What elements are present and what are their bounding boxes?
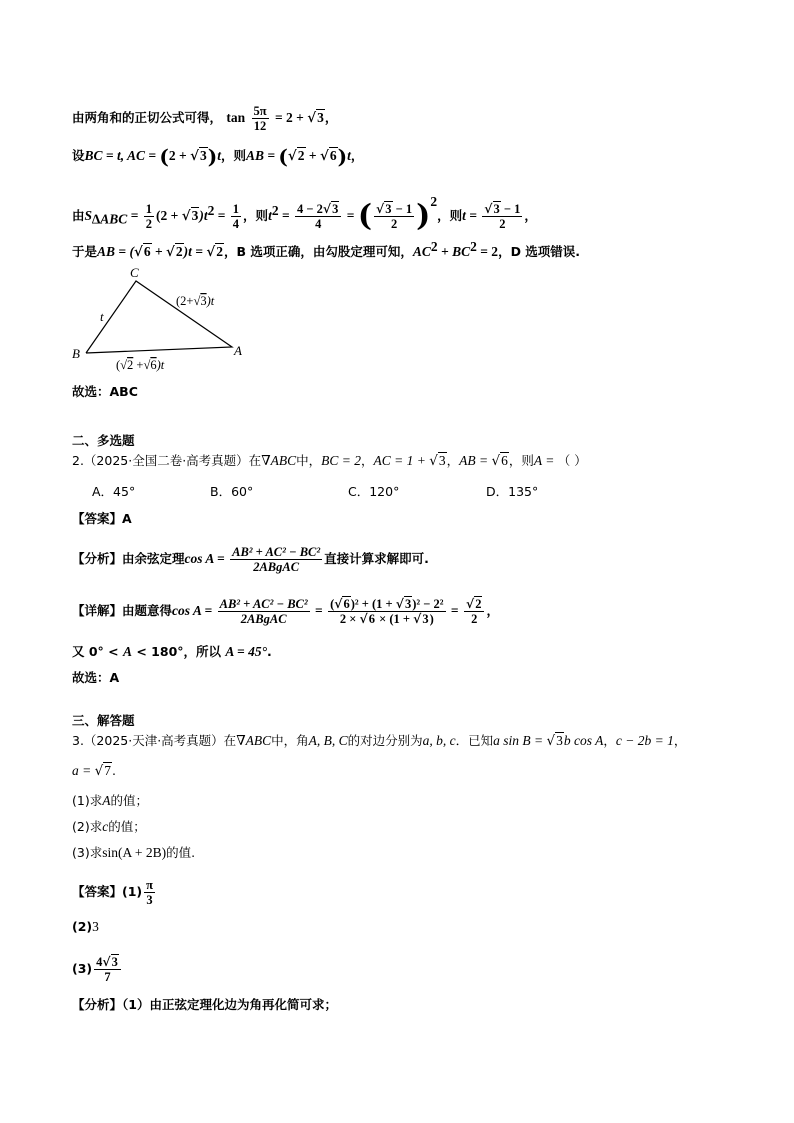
vertex-b: B: [72, 346, 80, 361]
part-3: (3)求sin(A + 2B)的值.: [72, 845, 196, 860]
part-2: (2)求c的值；: [72, 819, 146, 834]
option-d: D．135°: [486, 484, 539, 499]
question-3: 3.（2025·天津·高考真题）在∇ABC中，角A, B, C的对边分别为a, b, c．已知a sin B = √3b cos A，c − 2b = 1，: [72, 733, 687, 749]
answer-3-part-3: (3) $\frac{4√3}{7}$: [72, 955, 123, 984]
answer-a: 故选：A: [72, 670, 120, 685]
option-a: A．45°: [92, 484, 136, 499]
side-bc-label: t: [100, 309, 104, 324]
detail-2: 【详解】由题意得cos A = $\frac{\text{AB² + AC² − BC²}}{\text{2ABgAC}}$ = $\frac{\text{(√6)² + (1 + √3)² − 2²}}{2 \times √6 \times (1 + √3)}$ = $\frac{√2}{2}$ ，: [72, 596, 499, 626]
section-free-response: 三、解答题: [72, 713, 135, 728]
section-multi-choice: 二、多选题: [72, 433, 135, 448]
question-2: 2.（2025·全国二卷·高考真题）在∇ABC中，BC = 2，AC = 1 + √3，AB = √6，则A = （ ）: [72, 453, 587, 469]
option-c: C．120°: [348, 484, 400, 499]
conclusion-line: 于是AB = (√6 + √2)t = √2，B 选项正确，由勾股定理可知，$AC^2 + BC^2 = 2$，D 选项错误.: [72, 239, 581, 261]
analysis-3: 【分析】（1）由正弦定理化边为角再化简可求；: [72, 997, 337, 1012]
answer-3: 【答案】(1) $\frac{\pi}{3}$: [72, 878, 153, 907]
triangle-shape: [86, 281, 232, 353]
analysis-2: 【分析】由余弦定理cos A = $\frac{\text{AB² + AC² − BC²}}{\text{2ABgAC}}$ 直接计算求解即可.: [72, 545, 429, 574]
side-ca-label: (2+√3)t: [176, 294, 215, 308]
question-3-cont: a = √7.: [72, 763, 116, 779]
side-ba-label: (√2 +√6)t: [116, 358, 165, 372]
answer-2: 【答案】A: [72, 511, 132, 526]
answer-abc: 故选：ABC: [72, 384, 138, 399]
sqrt: √3: [307, 110, 324, 126]
answer-3-part-2: (2)3: [72, 919, 99, 934]
range-line: 又 0° < A < 180°，所以 A = 45°.: [72, 644, 272, 659]
area-line: 由$S_{\Delta ABC}$ = $\frac{1}{2}$ $(2 + √3)t^2$ = $\frac{1}{4}$ ，则$t^2$ = $\frac{4 - 2√3}{4}$ = ( $\frac{√3 - 1}{2}$ )$^2$，则t = $\frac{√3 - 1}{2}$ ，: [72, 194, 537, 234]
fraction-5pi-12: $\frac{5\pi}{12}$: [253, 104, 267, 133]
part-1: (1)求A的值；: [72, 793, 148, 808]
tan-line: 由两角和的正切公式可得， tan $\frac{5\pi}{12}$ = 2 + √3，: [72, 104, 338, 133]
vertex-a: A: [234, 343, 242, 358]
triangle-figure: [70, 265, 260, 375]
option-b: B．60°: [210, 484, 254, 499]
vertex-c: C: [130, 265, 139, 280]
set-bc-line: 设BC = t, AC = (2 + √3)t，则AB = (√2 + √6)t，: [72, 144, 364, 169]
